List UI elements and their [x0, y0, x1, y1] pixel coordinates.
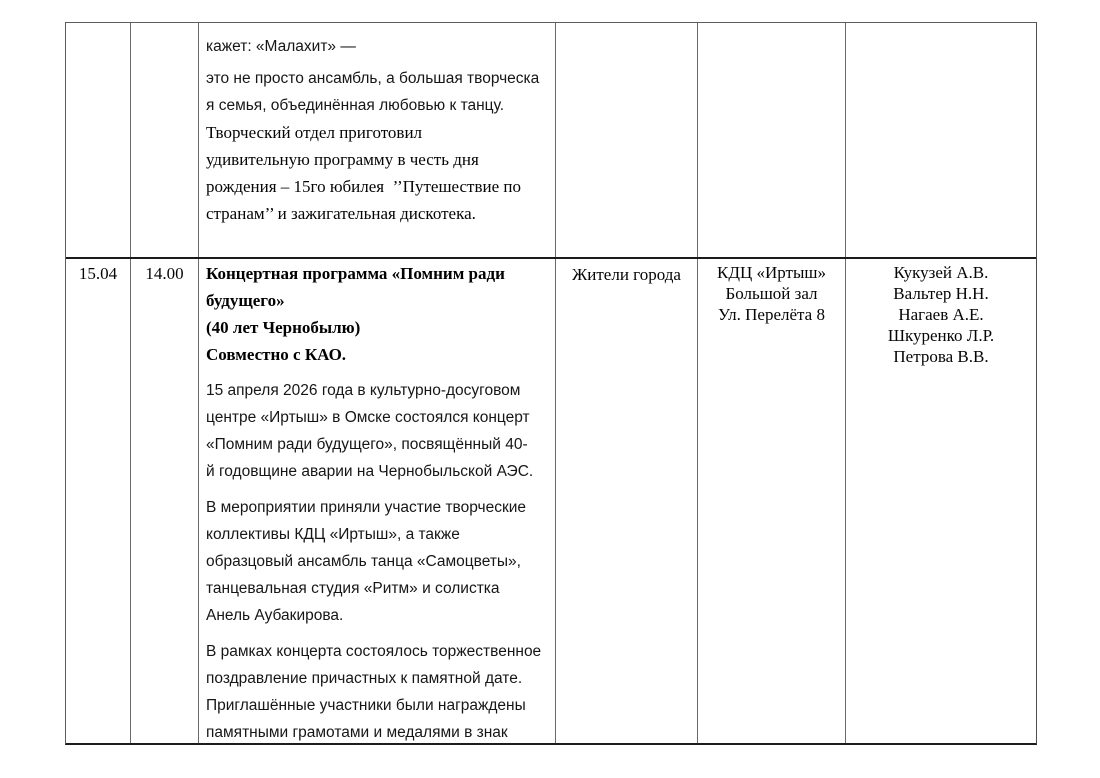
text-line: памятными грамотами и медалями в знак: [206, 724, 508, 742]
text-line: Петрова В.В.: [893, 347, 989, 367]
audience-cell: [556, 23, 698, 257]
text-line: В мероприятии приняли участие творческие: [206, 499, 527, 517]
time-cell: [131, 23, 199, 257]
venue-cell: [698, 23, 846, 257]
time-value: 14.00: [145, 264, 184, 284]
paragraph: [206, 377, 549, 485]
text-line: Анель Аубакирова.: [206, 607, 344, 625]
text-line: КДЦ «Иртыш»: [717, 263, 826, 283]
text-line: будущего»: [206, 291, 285, 311]
text-line: й годовщине аварии на Чернобыльской АЭС.: [206, 463, 534, 481]
text-line: танцевальная студия «Ритм» и солистка: [206, 580, 500, 598]
paragraph: [206, 119, 549, 227]
venue-cell: [698, 259, 846, 743]
table-row: [66, 23, 1036, 259]
paragraph: [206, 260, 549, 368]
text-line: (40 лет Чернобылю): [206, 318, 361, 338]
text-line: Ул. Перелёта 8: [718, 305, 825, 325]
text-line: 15 апреля 2026 года в культурно-досуговом: [206, 382, 521, 400]
text-line: Шкуренко Л.Р.: [887, 326, 995, 346]
text-line: Вальтер Н.Н.: [893, 284, 989, 304]
responsible-cell: [846, 23, 1036, 257]
text-line: Приглашённые участники были награждены: [206, 697, 526, 715]
text-line: Концертная программа «Помним ради: [206, 264, 505, 284]
text-line: коллективы КДЦ «Иртыш», а также: [206, 526, 460, 544]
text-line: удивительную программу в честь дня: [206, 150, 479, 169]
text-line: Кукузей А.В.: [893, 263, 989, 283]
text-line: центре «Иртыш» в Омске состоялся концерт: [206, 409, 530, 427]
text-line: я семья, объединённая любовью к танцу.: [206, 97, 505, 114]
paragraph: [206, 638, 549, 743]
text-line: Нагаев А.Е.: [898, 305, 984, 325]
description-cell: [199, 259, 556, 743]
table-row: [66, 259, 1036, 743]
text-line: В рамках концерта состоялось торжественное: [206, 643, 542, 661]
time-cell: [131, 259, 199, 743]
text-line: Творческий отдел приготовил: [206, 123, 423, 142]
text-line: Совместно с КАО.: [206, 345, 347, 365]
text-line: рождения – 15го юбилея ’’Путешествие по: [206, 177, 521, 196]
text-line: странам’’ и зажигательная дискотека.: [206, 204, 476, 223]
text-line: образцовый ансамбль танца «Самоцветы»,: [206, 553, 521, 571]
events-table: [65, 22, 1037, 745]
text-line: кажет: «Малахит» —: [206, 38, 356, 55]
date-cell: [66, 259, 131, 743]
paragraph: [206, 494, 549, 629]
text-line: «Помним ради будущего», посвящённый 40-: [206, 436, 528, 454]
text-line: поздравление причастных к памятной дате.: [206, 670, 523, 688]
description-cell: [199, 23, 556, 257]
date-value: 15.04: [78, 264, 118, 284]
text-line: это не просто ансамбль, а большая творческа: [206, 70, 540, 87]
text-line: Большой зал: [725, 284, 818, 304]
paragraph: [206, 65, 549, 119]
audience-cell: [556, 259, 698, 743]
audience-value: Жители города: [572, 265, 681, 285]
paragraph: [206, 33, 549, 60]
responsible-cell: [846, 259, 1036, 743]
date-cell: [66, 23, 131, 257]
